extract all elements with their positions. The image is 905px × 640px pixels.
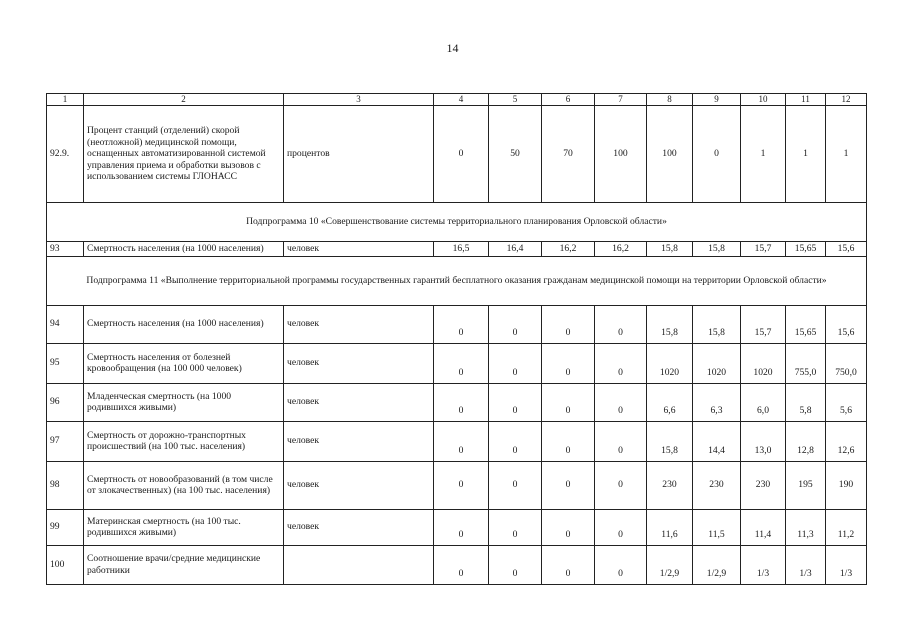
- table-row: [47, 305, 867, 343]
- row-number: 96: [47, 383, 84, 421]
- value-cell: 0: [595, 509, 647, 545]
- value-cell: 230: [693, 461, 741, 509]
- value-cell: 0: [542, 383, 595, 421]
- value-cell: 15,8: [647, 421, 693, 461]
- value-cell: 5,8: [786, 383, 826, 421]
- indicator-name: Младенческая смертность (на 1000 родившихся живыми): [84, 383, 284, 421]
- unit-cell: процентов: [284, 106, 434, 203]
- value-cell: 0: [434, 305, 489, 343]
- value-cell: 1: [741, 106, 786, 203]
- section-title: Подпрограмма 10 «Совершенствование системы территориального планирования Орловской области»: [47, 203, 867, 242]
- value-cell: 0: [489, 305, 542, 343]
- value-cell: 0: [489, 421, 542, 461]
- value-cell: 6,6: [647, 383, 693, 421]
- value-cell: 15,6: [826, 305, 867, 343]
- value-cell: 1/3: [786, 545, 826, 584]
- value-cell: 15,65: [786, 305, 826, 343]
- value-cell: 0: [542, 305, 595, 343]
- indicator-name: Соотношение врачи/средние медицинские работники: [84, 545, 284, 584]
- header-cell: 12: [826, 94, 867, 106]
- value-cell: 15,7: [741, 242, 786, 257]
- value-cell: 12,8: [786, 421, 826, 461]
- value-cell: 190: [826, 461, 867, 509]
- row-number: 93: [47, 242, 84, 257]
- value-cell: 11,4: [741, 509, 786, 545]
- value-cell: 5,6: [826, 383, 867, 421]
- unit-cell: человек: [284, 242, 434, 257]
- section-row: [47, 203, 867, 242]
- value-cell: 16,2: [595, 242, 647, 257]
- value-cell: 0: [434, 461, 489, 509]
- row-number: 92.9.: [47, 106, 84, 203]
- unit-cell: человек: [284, 383, 434, 421]
- value-cell: 0: [489, 545, 542, 584]
- row-number: 97: [47, 421, 84, 461]
- value-cell: 1/2,9: [647, 545, 693, 584]
- header-cell: 9: [693, 94, 741, 106]
- value-cell: 0: [434, 421, 489, 461]
- value-cell: 14,4: [693, 421, 741, 461]
- unit-cell: человек: [284, 509, 434, 545]
- indicator-name: Смертность от новообразований (в том числе от злокачественных) (на 100 тыс. населения): [84, 461, 284, 509]
- table-row: [47, 343, 867, 383]
- value-cell: 1/2,9: [693, 545, 741, 584]
- value-cell: 15,7: [741, 305, 786, 343]
- indicator-name: Смертность населения (на 1000 населения): [84, 242, 284, 257]
- value-cell: 0: [489, 509, 542, 545]
- value-cell: 0: [542, 343, 595, 383]
- value-cell: 0: [489, 383, 542, 421]
- indicators-table: [46, 93, 867, 585]
- unit-cell: [284, 545, 434, 584]
- value-cell: 11,5: [693, 509, 741, 545]
- table-row: [47, 461, 867, 509]
- header-cell: 8: [647, 94, 693, 106]
- header-cell: 4: [434, 94, 489, 106]
- value-cell: 1/3: [826, 545, 867, 584]
- value-cell: 0: [595, 545, 647, 584]
- value-cell: 0: [434, 509, 489, 545]
- row-number: 99: [47, 509, 84, 545]
- value-cell: 15,8: [647, 242, 693, 257]
- value-cell: 16,5: [434, 242, 489, 257]
- table-header-row: [47, 94, 867, 106]
- header-cell: 6: [542, 94, 595, 106]
- value-cell: 0: [693, 106, 741, 203]
- value-cell: 15,8: [647, 305, 693, 343]
- value-cell: 1020: [693, 343, 741, 383]
- value-cell: 0: [595, 383, 647, 421]
- value-cell: 6,3: [693, 383, 741, 421]
- value-cell: 1: [826, 106, 867, 203]
- indicator-name: Материнская смертность (на 100 тыс. родившихся живыми): [84, 509, 284, 545]
- table-row: [47, 509, 867, 545]
- value-cell: 755,0: [786, 343, 826, 383]
- value-cell: 0: [542, 545, 595, 584]
- value-cell: 100: [647, 106, 693, 203]
- row-number: 94: [47, 305, 84, 343]
- header-cell: 5: [489, 94, 542, 106]
- value-cell: 15,6: [826, 242, 867, 257]
- value-cell: 230: [647, 461, 693, 509]
- value-cell: 230: [741, 461, 786, 509]
- indicator-name: Смертность населения от болезней кровообращения (на 100 000 человек): [84, 343, 284, 383]
- header-cell: 11: [786, 94, 826, 106]
- value-cell: 0: [542, 461, 595, 509]
- header-cell: 7: [595, 94, 647, 106]
- value-cell: 0: [542, 509, 595, 545]
- value-cell: 13,0: [741, 421, 786, 461]
- value-cell: 0: [434, 545, 489, 584]
- indicator-name: Смертность населения (на 1000 населения): [84, 305, 284, 343]
- header-cell: 3: [284, 94, 434, 106]
- table-row: [47, 545, 867, 584]
- value-cell: 1020: [741, 343, 786, 383]
- value-cell: 0: [489, 461, 542, 509]
- value-cell: 750,0: [826, 343, 867, 383]
- value-cell: 1: [786, 106, 826, 203]
- section-row: [47, 256, 867, 305]
- row-number: 100: [47, 545, 84, 584]
- value-cell: 100: [595, 106, 647, 203]
- value-cell: 0: [595, 461, 647, 509]
- value-cell: 1020: [647, 343, 693, 383]
- value-cell: 16,4: [489, 242, 542, 257]
- value-cell: 70: [542, 106, 595, 203]
- indicator-name: Процент станций (отделений) скорой (неотложной) медицинской помощи, оснащенных автоматизированной системой управления приема и обработки вызовов с использованием системы ГЛОНАСС: [84, 106, 284, 203]
- row-number: 98: [47, 461, 84, 509]
- section-title: Подпрограмма 11 «Выполнение территориальной программы государственных гарантий бесплатного оказания гражданам медицинской помощи на территории Орловской области»: [47, 256, 867, 305]
- table-row: [47, 383, 867, 421]
- value-cell: 0: [434, 343, 489, 383]
- header-cell: 2: [84, 94, 284, 106]
- value-cell: 0: [595, 305, 647, 343]
- value-cell: 15,8: [693, 305, 741, 343]
- page-number: 14: [446, 41, 459, 55]
- value-cell: 0: [595, 343, 647, 383]
- unit-cell: человек: [284, 343, 434, 383]
- table-row: [47, 242, 867, 257]
- row-number: 95: [47, 343, 84, 383]
- unit-cell: человек: [284, 305, 434, 343]
- table-row: [47, 106, 867, 203]
- indicator-name: Смертность от дорожно-транспортных происшествий (на 100 тыс. населения): [84, 421, 284, 461]
- value-cell: 1/3: [741, 545, 786, 584]
- value-cell: 12,6: [826, 421, 867, 461]
- value-cell: 15,65: [786, 242, 826, 257]
- value-cell: 0: [595, 421, 647, 461]
- value-cell: 0: [489, 343, 542, 383]
- header-cell: 10: [741, 94, 786, 106]
- value-cell: 0: [542, 421, 595, 461]
- value-cell: 11,3: [786, 509, 826, 545]
- value-cell: 195: [786, 461, 826, 509]
- value-cell: 11,2: [826, 509, 867, 545]
- value-cell: 15,8: [693, 242, 741, 257]
- unit-cell: человек: [284, 461, 434, 509]
- header-cell: 1: [47, 94, 84, 106]
- value-cell: 6,0: [741, 383, 786, 421]
- unit-cell: человек: [284, 421, 434, 461]
- value-cell: 0: [434, 106, 489, 203]
- table-row: [47, 421, 867, 461]
- value-cell: 11,6: [647, 509, 693, 545]
- value-cell: 50: [489, 106, 542, 203]
- value-cell: 0: [434, 383, 489, 421]
- value-cell: 16,2: [542, 242, 595, 257]
